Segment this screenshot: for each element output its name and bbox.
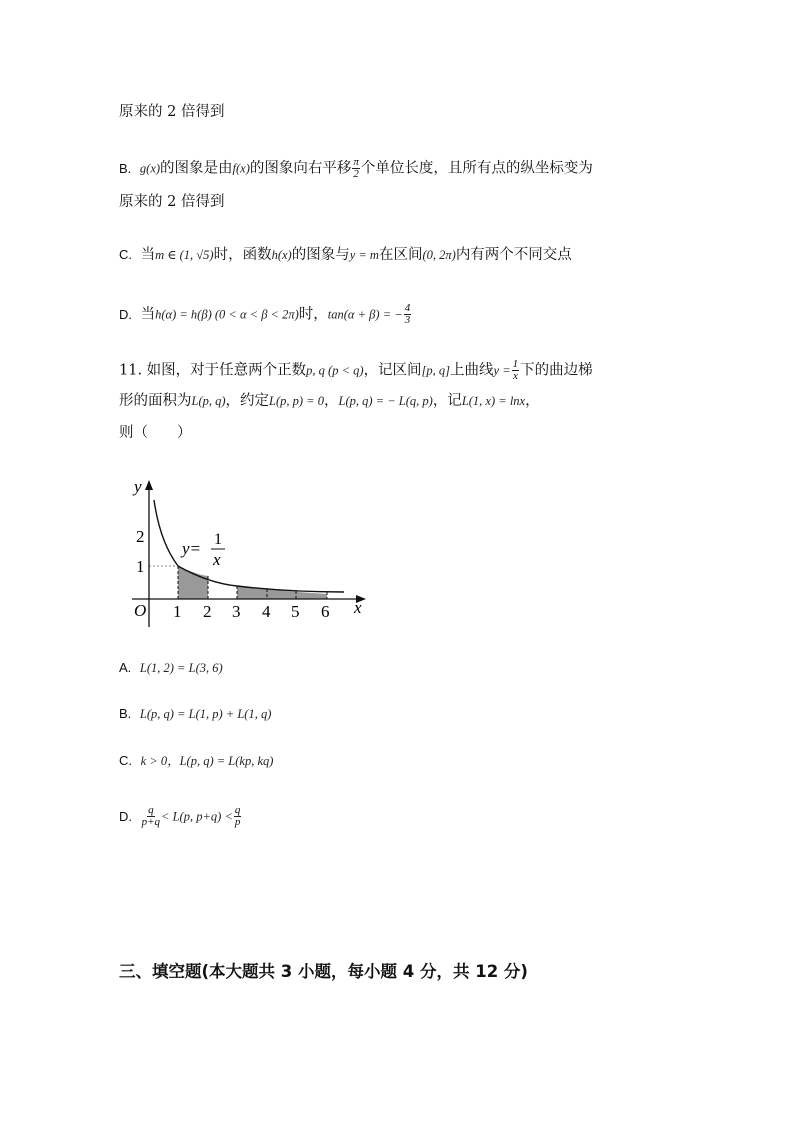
option-a-11-label: A. xyxy=(119,660,132,675)
fraction-q-over-p-plus-q: $\frac{q}{p+q}$ xyxy=(141,804,161,828)
curve-label-denominator: x xyxy=(213,550,221,569)
option-b-11: B. L(p, q) = L(1, p) + L(1, q) xyxy=(119,706,272,721)
y-tick-1: 1 xyxy=(136,557,145,576)
x-tick-2: 2 xyxy=(203,602,212,621)
y-axis-arrow-icon xyxy=(145,480,153,490)
fraction-4-3: $\frac{4}{3}$ xyxy=(404,302,411,326)
x-tick-3: 3 xyxy=(232,602,241,621)
line-continuation-2: 原来的 2 倍得到 xyxy=(119,194,225,210)
question-11-line-2: 形的面积为L(p, q)，约定L(p, p) = 0，L(p, q) = − L(q, p)，记L(1, x) = lnx， xyxy=(119,393,540,409)
fraction-q-over-p: $\frac{q}{p}$ xyxy=(234,804,241,828)
option-d-11: D. $\frac{q}{p+q}$ < L(p, p+q) < $\frac{q}{p}$ xyxy=(119,804,241,828)
x-tick-5: 5 xyxy=(291,602,300,621)
shaded-region-1-2 xyxy=(178,566,208,599)
fraction-1-over-x: $\frac{1}{x}$ xyxy=(512,358,519,382)
question-11-line-1: 11. 如图，对于任意两个正数p, q (p < q)，记区间[p, q]上曲线y = $\frac{1}{x}$ 下的曲边梯 xyxy=(119,358,593,382)
option-d-line: D. 当h(α) = h(β) (0 < α < β < 2π)时，tan(α + β) = − $\frac{4}{3}$ xyxy=(119,302,411,326)
option-c-label: C. xyxy=(119,247,132,262)
option-b-line: B. g(x)的图象是由f(x)的图象向右平移 $\frac{\pi}{2}$ 个单位长度，且所有点的纵坐标变为 xyxy=(119,156,593,180)
fraction-pi-over-2: $\frac{\pi}{2}$ xyxy=(353,156,359,180)
option-d-label: D. xyxy=(119,306,132,322)
option-c-line: C. 当m ∈ (1, √5)时，函数h(x)的图象与y = m在区间(0, 2π)内有两个不同交点 xyxy=(119,247,572,263)
option-b-11-label: B. xyxy=(119,706,132,721)
option-d-11-label: D. xyxy=(119,808,132,824)
option-c-11-label: C. xyxy=(119,753,132,768)
curve-label: y= xyxy=(182,539,202,558)
x-tick-4: 4 xyxy=(262,602,271,621)
option-c-11: C. k > 0，L(p, q) = L(kp, kq) xyxy=(119,753,274,768)
line-continuation-1: 原来的 2 倍得到 xyxy=(119,104,225,120)
question-11-line-3: 则（ ） xyxy=(119,425,192,441)
y-axis-label: y xyxy=(134,477,142,496)
x-tick-6: 6 xyxy=(321,602,330,621)
y-tick-2: 2 xyxy=(136,527,145,546)
x-tick-1: 1 xyxy=(173,602,182,621)
x-axis-label: x xyxy=(354,598,362,617)
area-figure xyxy=(118,472,378,637)
curve-label-numerator: 1 xyxy=(214,531,222,548)
option-b-label: B. xyxy=(119,160,132,176)
section-heading: 三、填空题(本大题共 3 小题，每小题 4 分，共 12 分) xyxy=(119,962,528,981)
option-a-11: A. L(1, 2) = L(3, 6) xyxy=(119,660,223,675)
origin-label: O xyxy=(134,601,147,620)
